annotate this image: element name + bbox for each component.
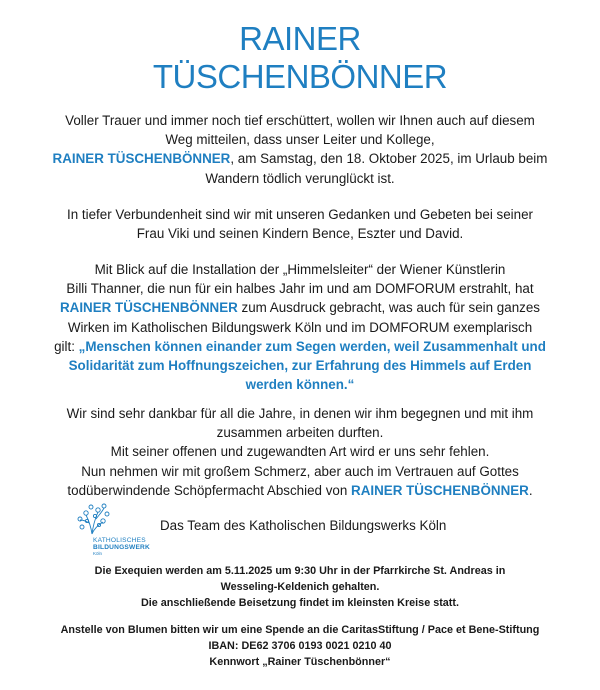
highlighted-name: RAINER TÜSCHENBÖNNER: [52, 151, 231, 167]
text-fragment: todüberwindende Schöpfermacht Abschied von: [67, 482, 352, 498]
paragraph-announcement: [40, 111, 560, 188]
text-line: Kennwort „Rainer Tüschenbönner“: [209, 656, 391, 668]
highlighted-name: RAINER TÜSCHENBÖNNER: [351, 482, 529, 498]
funeral-info: [30, 563, 570, 611]
paragraph-himmelsleiter: [40, 260, 560, 394]
text-line: Wir sind sehr dankbar für all die Jahre, in denen wir ihm begegnen und mit ihm: [66, 406, 534, 421]
text-line: Frau Viki und seinen Kindern Bence, Eszter und David.: [136, 226, 464, 242]
text-fragment: , am Samstag, den 18. Oktober 2025, im Urlaub beim: [230, 151, 548, 167]
title-first-name: RAINER: [239, 20, 361, 57]
highlighted-quote: „Menschen können einander zum Segen werden, weil Zusammenhalt und: [78, 338, 546, 354]
logo-line-katholisches: KATHOLISCHES: [93, 537, 146, 544]
text-line: [40, 337, 560, 356]
text-line: Weg mitteilen, dass unser Leiter und Kollege,: [165, 132, 435, 148]
text-fragment: .: [528, 482, 533, 498]
text-line: In tiefer Verbundenheit sind wir mit unseren Gedanken und Gebeten bei seiner: [67, 207, 533, 222]
text-line: Wirken im Katholischen Bildungswerk Köln und im DOMFORUM exemplarisch: [67, 319, 533, 335]
text-fragment: gilt:: [54, 338, 79, 354]
text-line: Wandern tödlich verunglückt ist.: [205, 170, 395, 186]
paragraph-farewell: [40, 404, 560, 500]
text-line: Die anschließende Beisetzung findet im kleinsten Kreise statt.: [141, 597, 459, 609]
text-line: Nun nehmen wir mit großem Schmerz, aber auch im Vertrauen auf Gottes: [81, 463, 519, 479]
logo-line-koeln: Köln: [93, 551, 103, 556]
text-line: Mit seiner offenen und zugewandten Art wird er uns sehr fehlen.: [110, 444, 490, 460]
title-last-name: TÜSCHENBÖNNER: [152, 58, 448, 95]
text-line: Voller Trauer und immer noch tief erschüttert, wollen wir Ihnen auch auf diesem: [65, 113, 535, 128]
text-line: zusammen arbeiten durften.: [216, 425, 384, 441]
signature: Das Team des Katholischen Bildungswerks Köln: [160, 518, 447, 533]
text-line: [40, 298, 560, 317]
text-line: Billi Thanner, die nun für ein halbes Jahr im und am DOMFORUM erstrahlt, hat: [66, 281, 534, 297]
bildungswerk-logo: [74, 501, 174, 557]
donation-info: [30, 622, 570, 670]
highlighted-quote: Solidarität zum Hoffnungszeichen, zur Erfahrung des Himmels auf Erden: [68, 358, 532, 374]
text-line: Anstelle von Blumen bitten wir um eine Spende an die CaritasStiftung / Pace et Bene-Stiftung: [60, 624, 540, 636]
text-fragment: zum Ausdruck gebracht, was auch für sein ganzes: [237, 300, 540, 316]
iban: IBAN: DE62 3706 0193 0021 0210 40: [208, 640, 392, 652]
paragraph-condolence: [40, 205, 560, 243]
text-line: Wesseling-Keldenich gehalten.: [220, 581, 380, 593]
logo-line-bildungswerk: BILDUNGSWERK: [93, 544, 150, 551]
highlighted-name: RAINER TÜSCHENBÖNNER: [59, 300, 238, 316]
text-line: Die Exequien werden am 5.11.2025 um 9:30 Uhr in der Pfarrkirche St. Andreas in: [94, 565, 506, 577]
text-line: Mit Blick auf die Installation der „Himmelsleiter“ der Wiener Künstlerin: [94, 262, 506, 277]
text-line: [40, 481, 560, 500]
tree-icon: [78, 504, 109, 534]
highlighted-quote: werden können.“: [245, 377, 355, 393]
text-line: [40, 149, 560, 168]
